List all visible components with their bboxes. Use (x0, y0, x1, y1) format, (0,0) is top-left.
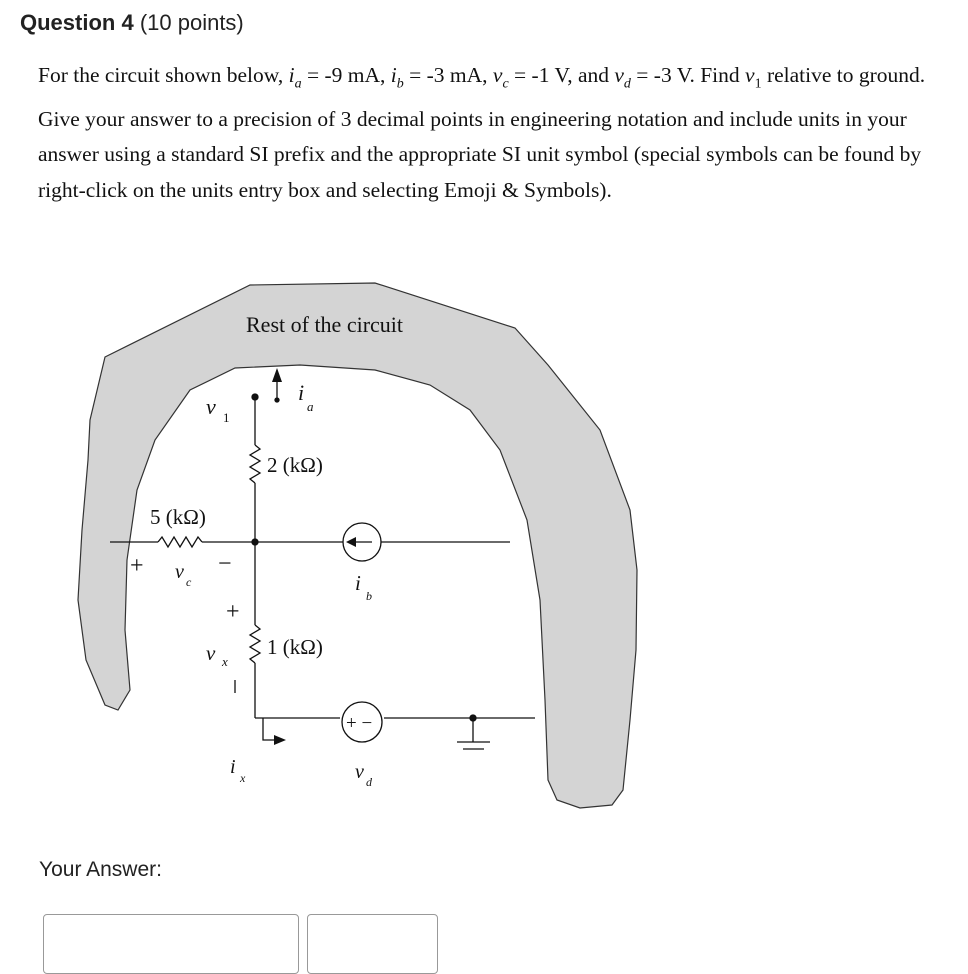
vd-polarity-label: + − (346, 713, 373, 734)
vd-value: = -3 V. Find (630, 63, 746, 87)
ib-label: i (355, 571, 361, 595)
r2-label: 2 (kΩ) (267, 453, 323, 477)
answer-value-input[interactable] (43, 914, 299, 974)
question-points: (10 points) (139, 10, 244, 35)
ib-label-sub: b (366, 589, 372, 603)
resistor-1k (250, 625, 260, 663)
vx-plus: + (226, 599, 240, 625)
ib-subscript: b (396, 76, 404, 92)
vc-minus: − (218, 551, 232, 577)
vx-label-sub: x (222, 654, 228, 669)
r1-label: 1 (kΩ) (267, 635, 323, 659)
ib-arrow-icon (346, 537, 356, 547)
v1-label: v (206, 394, 216, 419)
prompt-rest: relative to ground. Give your answer to a precision of 3 decimal points in engineering notation and include units in your answer using a standard SI prefix and the appropriate SI unit symbol (special symbols can be found by right-click on the units entry box and selecting Emoji & Symbols). (38, 63, 926, 202)
ia-subscript: a (294, 76, 302, 92)
vd-symbol: v (614, 63, 624, 87)
prompt-intro: For the circuit shown below, (38, 63, 289, 87)
vc-value: = -1 V, and (508, 63, 615, 87)
your-answer-label: Your Answer: (39, 858, 162, 881)
vc-symbol: v (492, 63, 503, 87)
answer-units-input[interactable] (307, 914, 438, 974)
vd-label-sub: d (366, 775, 372, 789)
vc-subscript: c (502, 76, 509, 92)
ib-symbol: i (390, 63, 397, 87)
vc-label: v (175, 561, 184, 583)
ia-symbol: i (288, 63, 295, 87)
vc-plus: + (130, 553, 144, 579)
ia-value: = -9 mA, (301, 63, 391, 87)
v1-subscript: 1 (754, 76, 762, 92)
resistor-2k (250, 445, 260, 483)
ix-label-sub: x (240, 771, 246, 785)
rest-of-circuit-label: Rest of the circuit (246, 312, 404, 337)
vd-subscript: d (623, 76, 631, 92)
ia-arrow-icon (272, 368, 282, 382)
vx-label: v (206, 641, 216, 665)
ia-label: i (298, 380, 305, 405)
ix-arrow-icon (274, 735, 286, 745)
ix-label: i (230, 756, 236, 778)
v1-label-sub: 1 (223, 410, 230, 425)
r5-label: 5 (kΩ) (150, 505, 206, 529)
ia-label-sub: a (307, 399, 314, 414)
v1-symbol: v (745, 63, 755, 87)
vc-label-sub: c (186, 575, 192, 589)
resistor-5k (158, 537, 202, 547)
ib-value: = -3 mA, (403, 63, 493, 87)
vd-label: v (355, 761, 364, 783)
question-number: Question 4 (20, 10, 134, 35)
